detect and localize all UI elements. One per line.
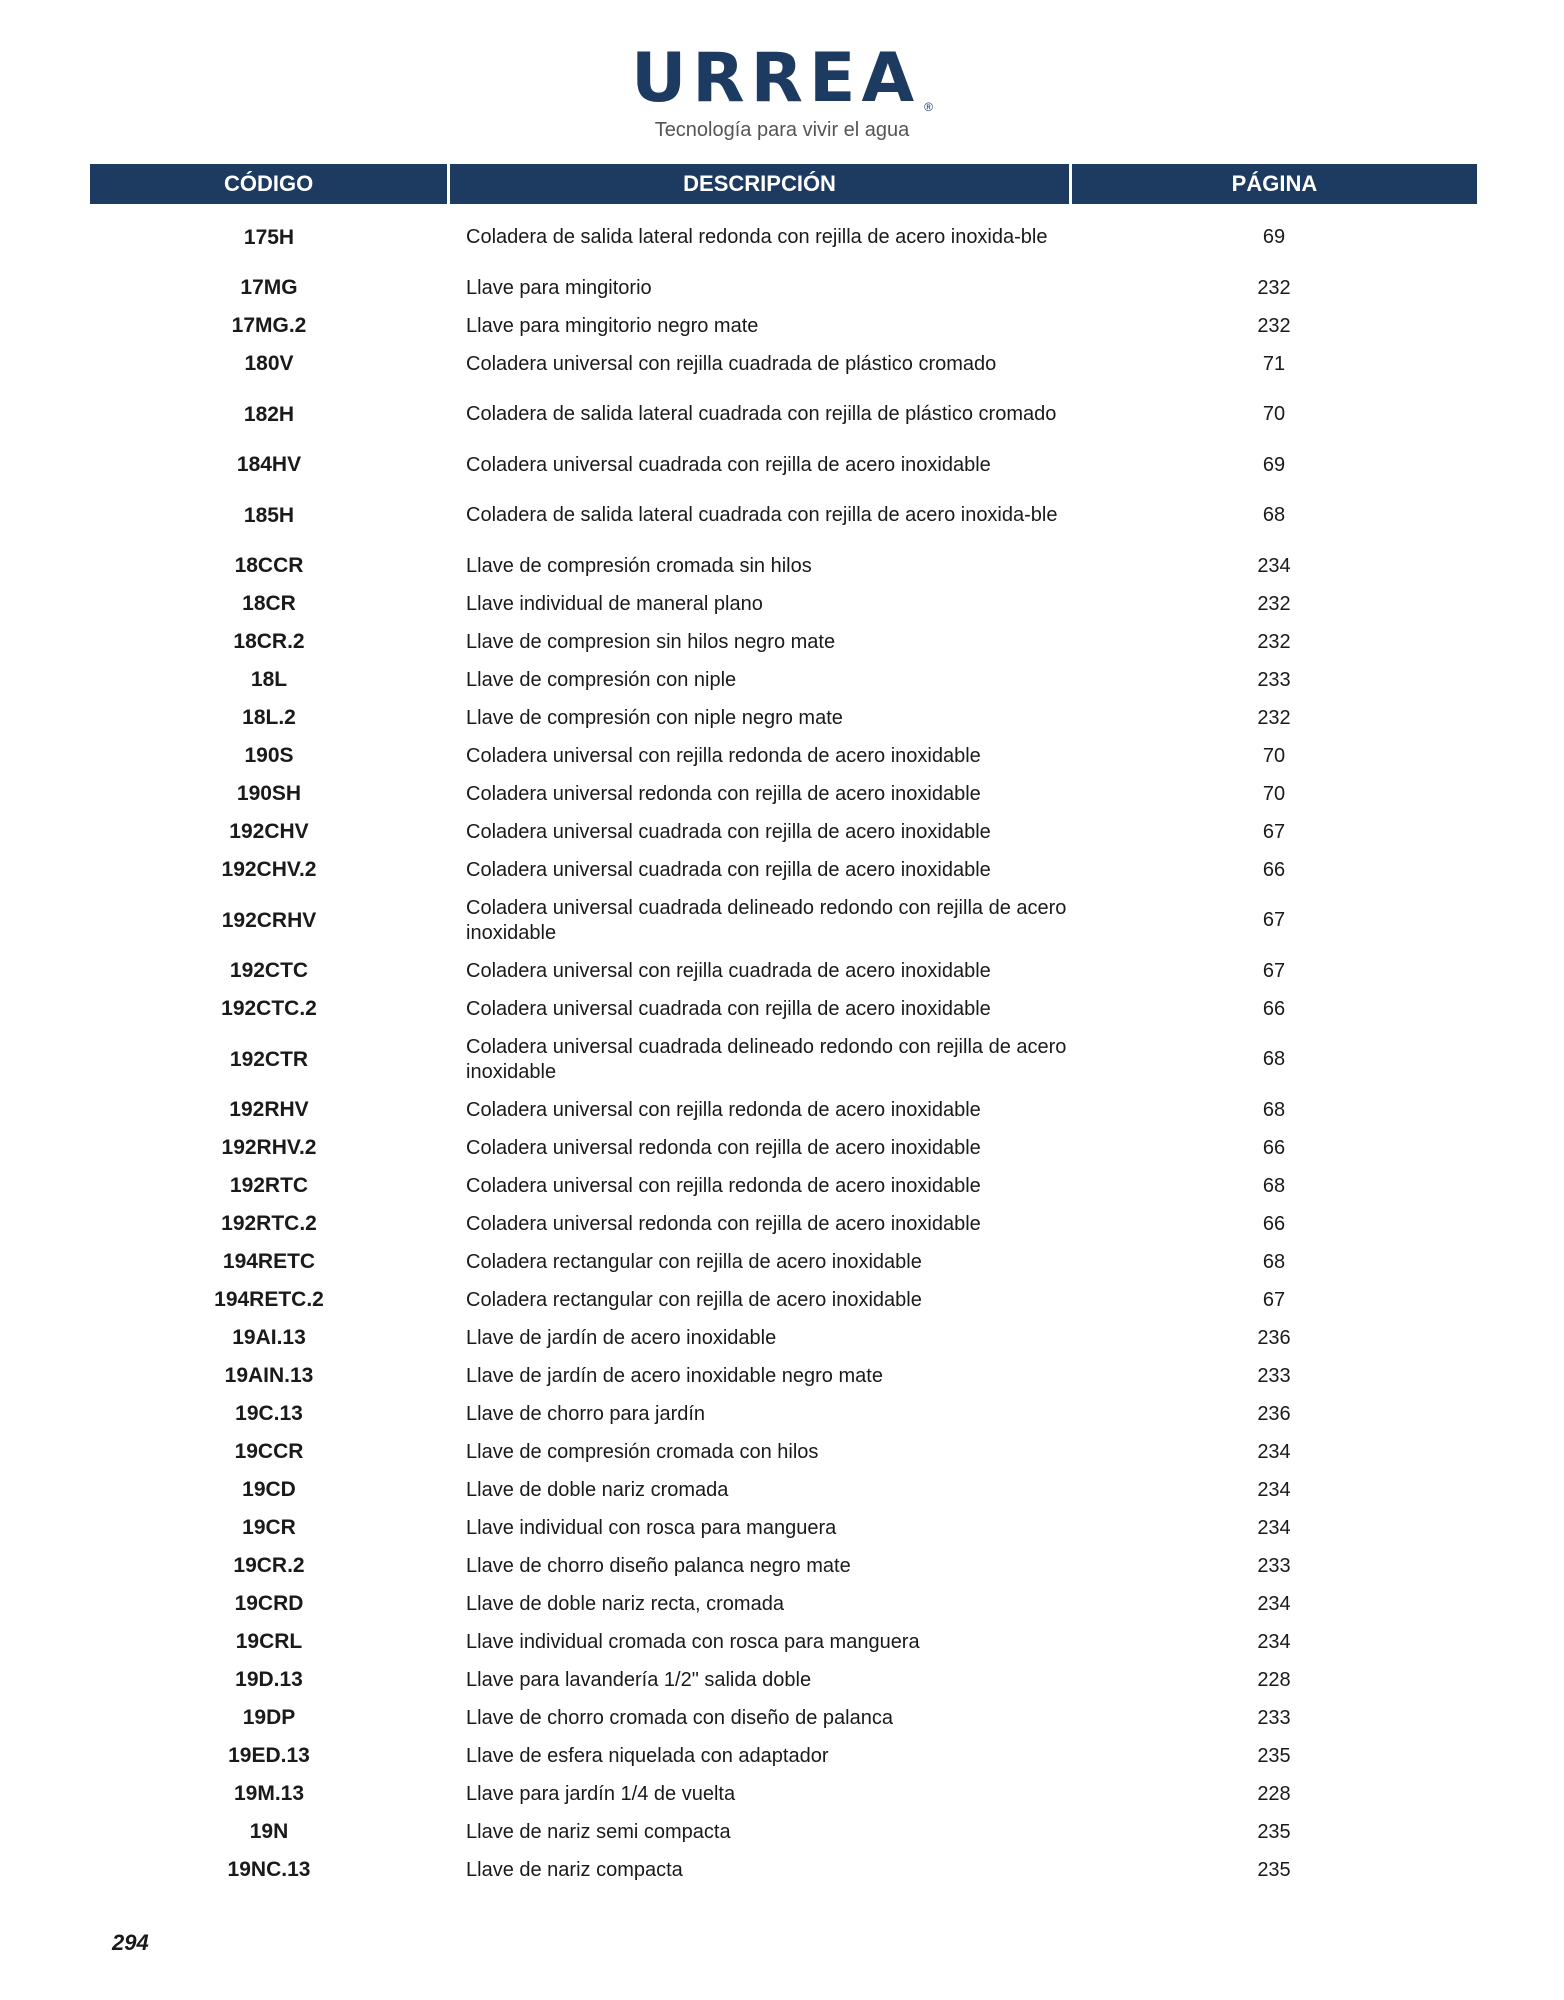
table-row [90,307,1477,345]
table-row [90,952,1477,990]
product-description: Llave individual de maneral plano [466,592,763,615]
product-code: 192CTC [229,959,309,982]
product-description: Llave individual con rosca para manguera [466,1516,837,1539]
product-code: 192RHV.2 [221,1136,317,1159]
table-row [90,1395,1477,1433]
product-code: 19D.13 [235,1668,303,1691]
product-description: Llave de jardín de acero inoxidable negro mate [466,1364,883,1387]
catalog-page-ref: 68 [1262,504,1286,526]
product-code: 192CHV.2 [221,858,317,881]
catalog-page-ref: 232 [1257,276,1291,299]
product-code: 192RTC.2 [221,1212,317,1235]
product-description: Llave de nariz semi compacta [466,1820,731,1843]
catalog-page-ref: 67 [1262,820,1286,843]
product-description: Coladera universal con rejilla redonda de acero inoxidable [466,1174,981,1197]
table-row [90,1509,1477,1547]
product-description: Llave de esfera niquelada con adaptador [466,1744,829,1767]
catalog-page-ref: 233 [1257,1364,1291,1387]
table-row [90,1281,1477,1319]
catalog-page-ref: 69 [1262,226,1286,248]
catalog-page-ref: 232 [1257,706,1291,729]
product-code: 192CHV [229,820,309,843]
product-code: 190S [244,744,294,767]
catalog-page-ref: 68 [1262,1174,1286,1197]
catalog-page-ref: 70 [1262,782,1286,805]
product-description: Llave de compresión cromada con hilos [466,1440,819,1463]
table-row [90,1661,1477,1699]
product-code: 19AIN.13 [224,1364,314,1387]
product-code: 19CRL [235,1630,303,1653]
catalog-page-ref: 66 [1262,1212,1286,1235]
table-row [90,990,1477,1028]
table-row [90,1091,1477,1129]
table-row [90,345,1477,383]
catalog-page-ref: 68 [1262,1098,1286,1121]
table-row [90,1205,1477,1243]
product-code: 19CD [242,1478,296,1501]
product-code: 194RETC.2 [214,1288,324,1311]
catalog-page-ref: 234 [1257,1478,1291,1501]
product-code: 19ED.13 [228,1744,310,1767]
table-row [90,269,1477,307]
product-description: Coladera universal cuadrada delineado redondo con rejilla de acero inoxidable [466,1035,1067,1083]
table-row [90,1129,1477,1167]
header-page: PÁGINA [1072,164,1477,204]
product-description: Llave de chorro cromada con diseño de palanca [466,1706,893,1729]
product-description: Coladera universal con rejilla redonda de acero inoxidable [466,1098,981,1121]
product-description: Llave de compresion sin hilos negro mate [466,630,836,653]
catalog-page-ref: 67 [1262,959,1286,982]
catalog-page-ref: 232 [1257,592,1291,615]
product-description: Llave para mingitorio [466,276,652,299]
table-row [90,484,1477,547]
product-description: Llave individual cromada con rosca para manguera [466,1630,920,1653]
table-row [90,851,1477,889]
product-code: 19CCR [234,1440,304,1463]
table-row [90,1547,1477,1585]
catalog-page-ref: 69 [1262,453,1286,476]
catalog-page-ref: 66 [1262,858,1286,881]
product-description: Llave de compresión con niple [466,668,737,691]
catalog-page-ref: 234 [1257,1592,1291,1615]
catalog-page-ref: 67 [1262,909,1286,931]
product-code: 192RHV [229,1098,309,1121]
product-description: Llave de doble nariz cromada [466,1478,729,1501]
table-row [90,1319,1477,1357]
catalog-page-ref: 235 [1257,1858,1291,1881]
table-row [90,446,1477,484]
product-code: 18CCR [234,554,304,577]
table-row [90,206,1477,269]
product-code: 192RTC [229,1174,309,1197]
catalog-page-ref: 232 [1257,314,1291,337]
table-row [90,1433,1477,1471]
logo-tagline: Tecnología para vivir el agua [654,119,910,141]
product-description: Llave de compresión con niple negro mate [466,706,843,729]
catalog-page-ref: 66 [1262,997,1286,1020]
registered-mark: ® [924,100,933,114]
product-description: Coladera universal redonda con rejilla de acero inoxidable [466,1212,981,1235]
product-code: 19CR.2 [233,1554,305,1577]
product-code: 18L [250,668,288,691]
product-description: Coladera universal redonda con rejilla de acero inoxidable [466,782,981,805]
product-description: Coladera universal con rejilla redonda de acero inoxidable [466,744,981,767]
catalog-page-ref: 234 [1257,554,1291,577]
header-code: CÓDIGO [90,164,447,204]
table-row [90,737,1477,775]
table-row [90,661,1477,699]
product-code: 17MG [240,276,298,299]
product-code: 19N [249,1820,289,1843]
table-row [90,1167,1477,1205]
product-code: 19AI.13 [232,1326,306,1349]
table-row [90,1699,1477,1737]
product-code: 190SH [236,782,302,805]
table-row [90,1737,1477,1775]
product-code: 184HV [236,453,302,476]
product-code: 19CR [242,1516,296,1539]
product-code: 18L.2 [242,706,296,729]
product-code: 175H [243,225,295,249]
product-description: Coladera universal cuadrada con rejilla de acero inoxidable [466,453,991,476]
logo-wordmark: URREA [631,39,921,118]
product-description: Coladera de salida lateral redonda con rejilla de acero inoxida-ble [466,226,1048,248]
product-description: Llave de compresión cromada sin hilos [466,554,812,577]
product-code: 182H [243,402,295,426]
table-row [90,1471,1477,1509]
table-row [90,1357,1477,1395]
product-description: Llave de chorro para jardín [466,1402,706,1425]
product-description: Coladera universal con rejilla cuadrada de acero inoxidable [466,959,991,982]
product-code: 19CRD [234,1592,304,1615]
product-description: Coladera rectangular con rejilla de acero inoxidable [466,1250,922,1273]
table-row [90,1028,1477,1091]
urrea-logo [0,39,1564,142]
table-row [90,1243,1477,1281]
catalog-page-ref: 228 [1257,1782,1291,1805]
table-row [90,383,1477,446]
product-description: Coladera universal con rejilla cuadrada de plástico cromado [466,352,997,375]
product-description: Llave de doble nariz recta, cromada [466,1592,784,1615]
table-row [90,1813,1477,1851]
product-code: 18CR [242,592,296,615]
product-description: Coladera universal cuadrada delineado redondo con rejilla de acero inoxidable [466,896,1067,944]
product-index-table [90,164,1477,1889]
catalog-page-ref: 68 [1262,1250,1286,1273]
catalog-page-ref: 233 [1257,668,1291,691]
catalog-page-ref: 67 [1262,1288,1286,1311]
product-code: 192CTC.2 [221,997,317,1020]
catalog-page-ref: 234 [1257,1440,1291,1463]
catalog-page-ref: 68 [1262,1048,1286,1070]
product-description: Llave de nariz compacta [466,1858,683,1881]
product-code: 194RETC [222,1250,316,1273]
product-description: Coladera rectangular con rejilla de acero inoxidable [466,1288,922,1311]
product-description: Llave para mingitorio negro mate [466,314,759,337]
table-row [90,813,1477,851]
catalog-page-ref: 70 [1262,403,1286,425]
header-description: DESCRIPCIÓN [450,164,1069,204]
product-code: 185H [243,503,295,527]
table-row [90,699,1477,737]
catalog-page-ref: 228 [1257,1668,1291,1691]
product-code: 180V [244,352,294,375]
table-row [90,1775,1477,1813]
product-description: Llave de jardín de acero inoxidable [466,1326,777,1349]
product-description: Llave para jardín 1/4 de vuelta [466,1782,736,1805]
catalog-page-ref: 232 [1257,630,1291,653]
product-code: 19M.13 [233,1782,305,1805]
table-row [90,775,1477,813]
product-code: 192CRHV [221,908,317,932]
catalog-page-ref: 234 [1257,1630,1291,1653]
table-row [90,1585,1477,1623]
table-row [90,1623,1477,1661]
product-code: 19C.13 [235,1402,303,1425]
catalog-page-ref: 235 [1257,1820,1291,1843]
product-code: 18CR.2 [233,630,305,653]
table-header [90,164,1477,204]
catalog-page-ref: 236 [1257,1326,1291,1349]
product-description: Coladera universal redonda con rejilla de acero inoxidable [466,1136,981,1159]
catalog-page-ref: 235 [1257,1744,1291,1767]
product-description: Coladera de salida lateral cuadrada con rejilla de acero inoxida-ble [466,504,1058,526]
catalog-page-ref: 66 [1262,1136,1286,1159]
catalog-page-ref: 233 [1257,1706,1291,1729]
page-number: 294 [112,1930,149,1955]
catalog-page-ref: 70 [1262,744,1286,767]
catalog-page-ref: 236 [1257,1402,1291,1425]
table-row [90,547,1477,585]
product-description: Coladera universal cuadrada con rejilla de acero inoxidable [466,858,991,881]
product-description: Coladera universal cuadrada con rejilla de acero inoxidable [466,820,991,843]
catalog-page-ref: 234 [1257,1516,1291,1539]
product-code: 192CTR [229,1047,309,1071]
product-description: Coladera de salida lateral cuadrada con rejilla de plástico cromado [466,403,1057,425]
product-code: 19DP [242,1706,296,1729]
product-code: 17MG.2 [231,314,307,337]
table-row [90,1851,1477,1889]
table-body [90,204,1477,1889]
table-row [90,585,1477,623]
product-description: Llave de chorro diseño palanca negro mate [466,1554,851,1577]
product-description: Llave para lavandería 1/2" salida doble [466,1668,812,1691]
table-row [90,889,1477,952]
product-code: 19NC.13 [227,1858,311,1881]
catalog-page-ref: 71 [1262,352,1286,375]
catalog-page-ref: 233 [1257,1554,1291,1577]
logo-line [631,39,933,118]
product-description: Coladera universal cuadrada con rejilla de acero inoxidable [466,997,991,1020]
table-row [90,623,1477,661]
